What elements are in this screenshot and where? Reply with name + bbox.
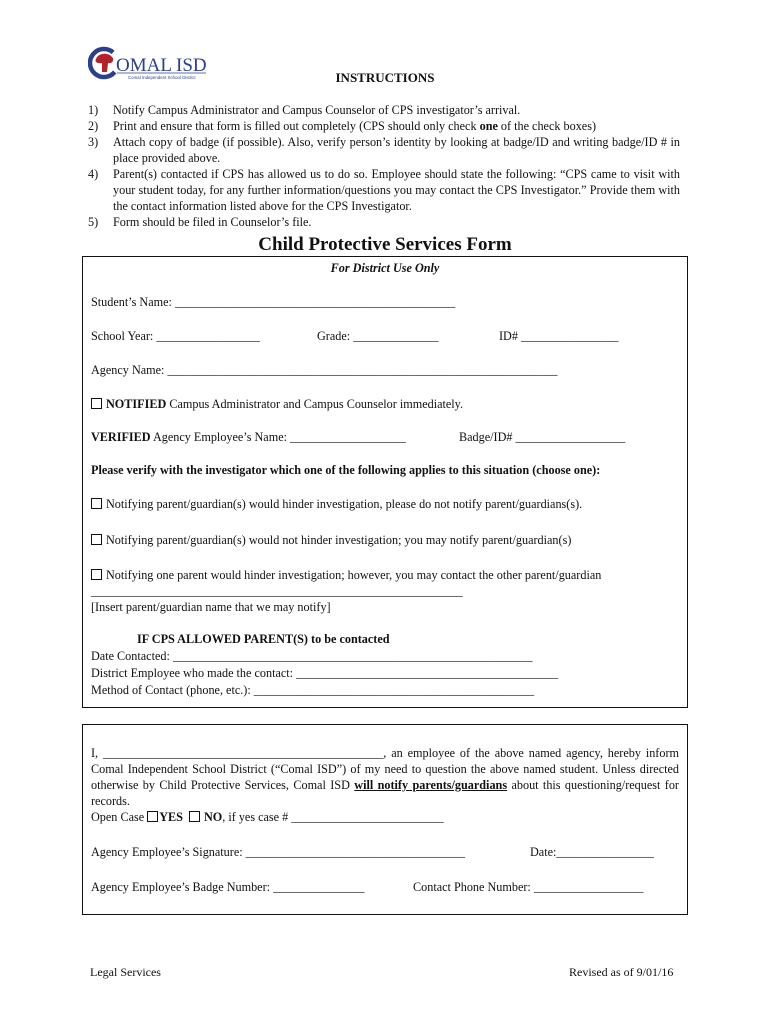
agency-statement-box	[82, 724, 688, 915]
instruction-number: 4)	[88, 167, 99, 181]
logo-text: OMAL ISD	[116, 55, 207, 76]
agency-statement-text: I, ______________________________________________, an employee of the above named agency, hereby inform Comal Independent School District (“Comal ISD”) of my need to question the above named student. Unless directed otherwise by Child Protective Services, Comal ISD	[91, 746, 679, 792]
instruction-emphasis: one	[479, 119, 498, 133]
instruction-text: Parent(s) contacted if CPS has allowed us to do so. Employee should state the following: “CPS came to visit with your student today, for any further information/questions you may contact the CPS Investigator.” Provide them with the contact information listed above for the CPS Investigator.	[113, 167, 680, 213]
option-1-row[interactable]	[91, 497, 582, 512]
option-3-checkbox[interactable]	[91, 569, 102, 580]
form-subtitle: For District Use Only	[330, 261, 440, 275]
verify-prompt: Please verify with the investigator which one of the following applies to this situation (choose one):	[91, 463, 601, 477]
option-3-row[interactable]	[91, 568, 601, 583]
instructions-title: INSTRUCTIONS	[335, 70, 435, 85]
agency-statement-emphasis: will notify parents/guardians	[354, 778, 508, 792]
option-3-label: Notifying one parent would hinder investigation; however, you may contact the other parent/guardian	[106, 568, 602, 582]
option-1-checkbox[interactable]	[91, 498, 102, 509]
yes-label: YES	[159, 810, 183, 824]
badge-id-field[interactable]: Badge/ID# __________________	[459, 430, 626, 444]
grade-field[interactable]: Grade: ______________	[317, 329, 439, 343]
form-title: Child Protective Services Form	[258, 234, 512, 255]
id-field[interactable]: ID# ________________	[499, 329, 619, 343]
option-3-note: [Insert parent/guardian name that we may notify]	[91, 600, 331, 614]
contact-phone-field[interactable]: Contact Phone Number: __________________	[413, 880, 644, 894]
instruction-item	[88, 118, 680, 134]
instruction-item	[88, 134, 680, 166]
instruction-number: 1)	[88, 103, 99, 117]
instruction-number: 5)	[88, 215, 99, 229]
student-name-field[interactable]: Student’s Name: ______________________________________________	[91, 295, 456, 309]
option-2-label: Notifying parent/guardian(s) would not hinder investigation; you may notify parent/guardian(s)	[106, 533, 572, 547]
option-2-checkbox[interactable]	[91, 534, 102, 545]
date-contacted-field[interactable]: Date Contacted: ___________________________________________________________	[91, 649, 533, 663]
instruction-item	[88, 166, 680, 214]
instruction-item	[88, 102, 680, 118]
notified-row	[91, 397, 463, 412]
instruction-text: Print and ensure that form is filled out completely (CPS should only check	[113, 119, 480, 133]
notified-checkbox[interactable]	[91, 398, 102, 409]
open-case-label: Open Case	[91, 810, 148, 824]
footer-right: Revised as of 9/01/16	[569, 965, 674, 979]
footer-left: Legal Services	[90, 965, 161, 979]
open-case-row	[91, 810, 444, 825]
agency-statement	[91, 745, 679, 809]
instruction-text: Attach copy of badge (if possible). Also, verify person’s identity by looking at badge/ID and writing badge/ID # in place provided above.	[113, 135, 680, 165]
district-use-box	[82, 256, 688, 708]
notified-label: NOTIFIED	[106, 397, 167, 411]
school-year-field[interactable]: School Year: _________________	[91, 329, 260, 343]
district-employee-field[interactable]: District Employee who made the contact: ___________________________________________	[91, 666, 559, 680]
instruction-text: Notify Campus Administrator and Campus Counselor of CPS investigator’s arrival.	[113, 103, 521, 117]
verified-name-field[interactable]: Agency Employee’s Name: ___________________	[150, 430, 406, 444]
no-checkbox[interactable]	[189, 811, 200, 822]
no-label: NO	[203, 810, 223, 824]
agency-name-field[interactable]: Agency Name: ________________________________________________________________	[91, 363, 558, 377]
yes-checkbox[interactable]	[147, 811, 158, 822]
notified-text: Campus Administrator and Campus Counselor immediately.	[166, 397, 464, 411]
instruction-number: 2)	[88, 119, 99, 133]
option-2-row[interactable]	[91, 533, 571, 548]
badge-number-field[interactable]: Agency Employee’s Badge Number: _______________	[91, 880, 365, 894]
instruction-item	[88, 214, 680, 230]
cps-allowed-heading: IF CPS ALLOWED PARENT(S) to be contacted	[137, 632, 390, 646]
instruction-text: of the check boxes)	[497, 119, 597, 133]
date-field[interactable]: Date:________________	[530, 845, 654, 859]
verified-label: VERIFIED	[91, 430, 151, 444]
instructions-list	[88, 102, 680, 230]
case-number-field[interactable]: , if yes case # _________________________	[222, 810, 444, 824]
signature-field[interactable]: Agency Employee’s Signature: ____________________________________	[91, 845, 466, 859]
instruction-number: 3)	[88, 135, 99, 149]
agency-statement-text-end: about this questioning/request for records.	[91, 778, 679, 808]
option-1-label: Notifying parent/guardian(s) would hinder investigation, please do not notify parent/guardians(s).	[106, 497, 583, 511]
verified-row[interactable]	[91, 430, 406, 445]
option-3-name-line[interactable]: _____________________________________________________________	[91, 584, 463, 598]
method-contact-field[interactable]: Method of Contact (phone, etc.): ______________________________________________	[91, 683, 535, 697]
logo-subtext: Comal Independent School District	[128, 75, 196, 80]
instruction-text: Form should be filed in Counselor’s file.	[113, 215, 312, 229]
